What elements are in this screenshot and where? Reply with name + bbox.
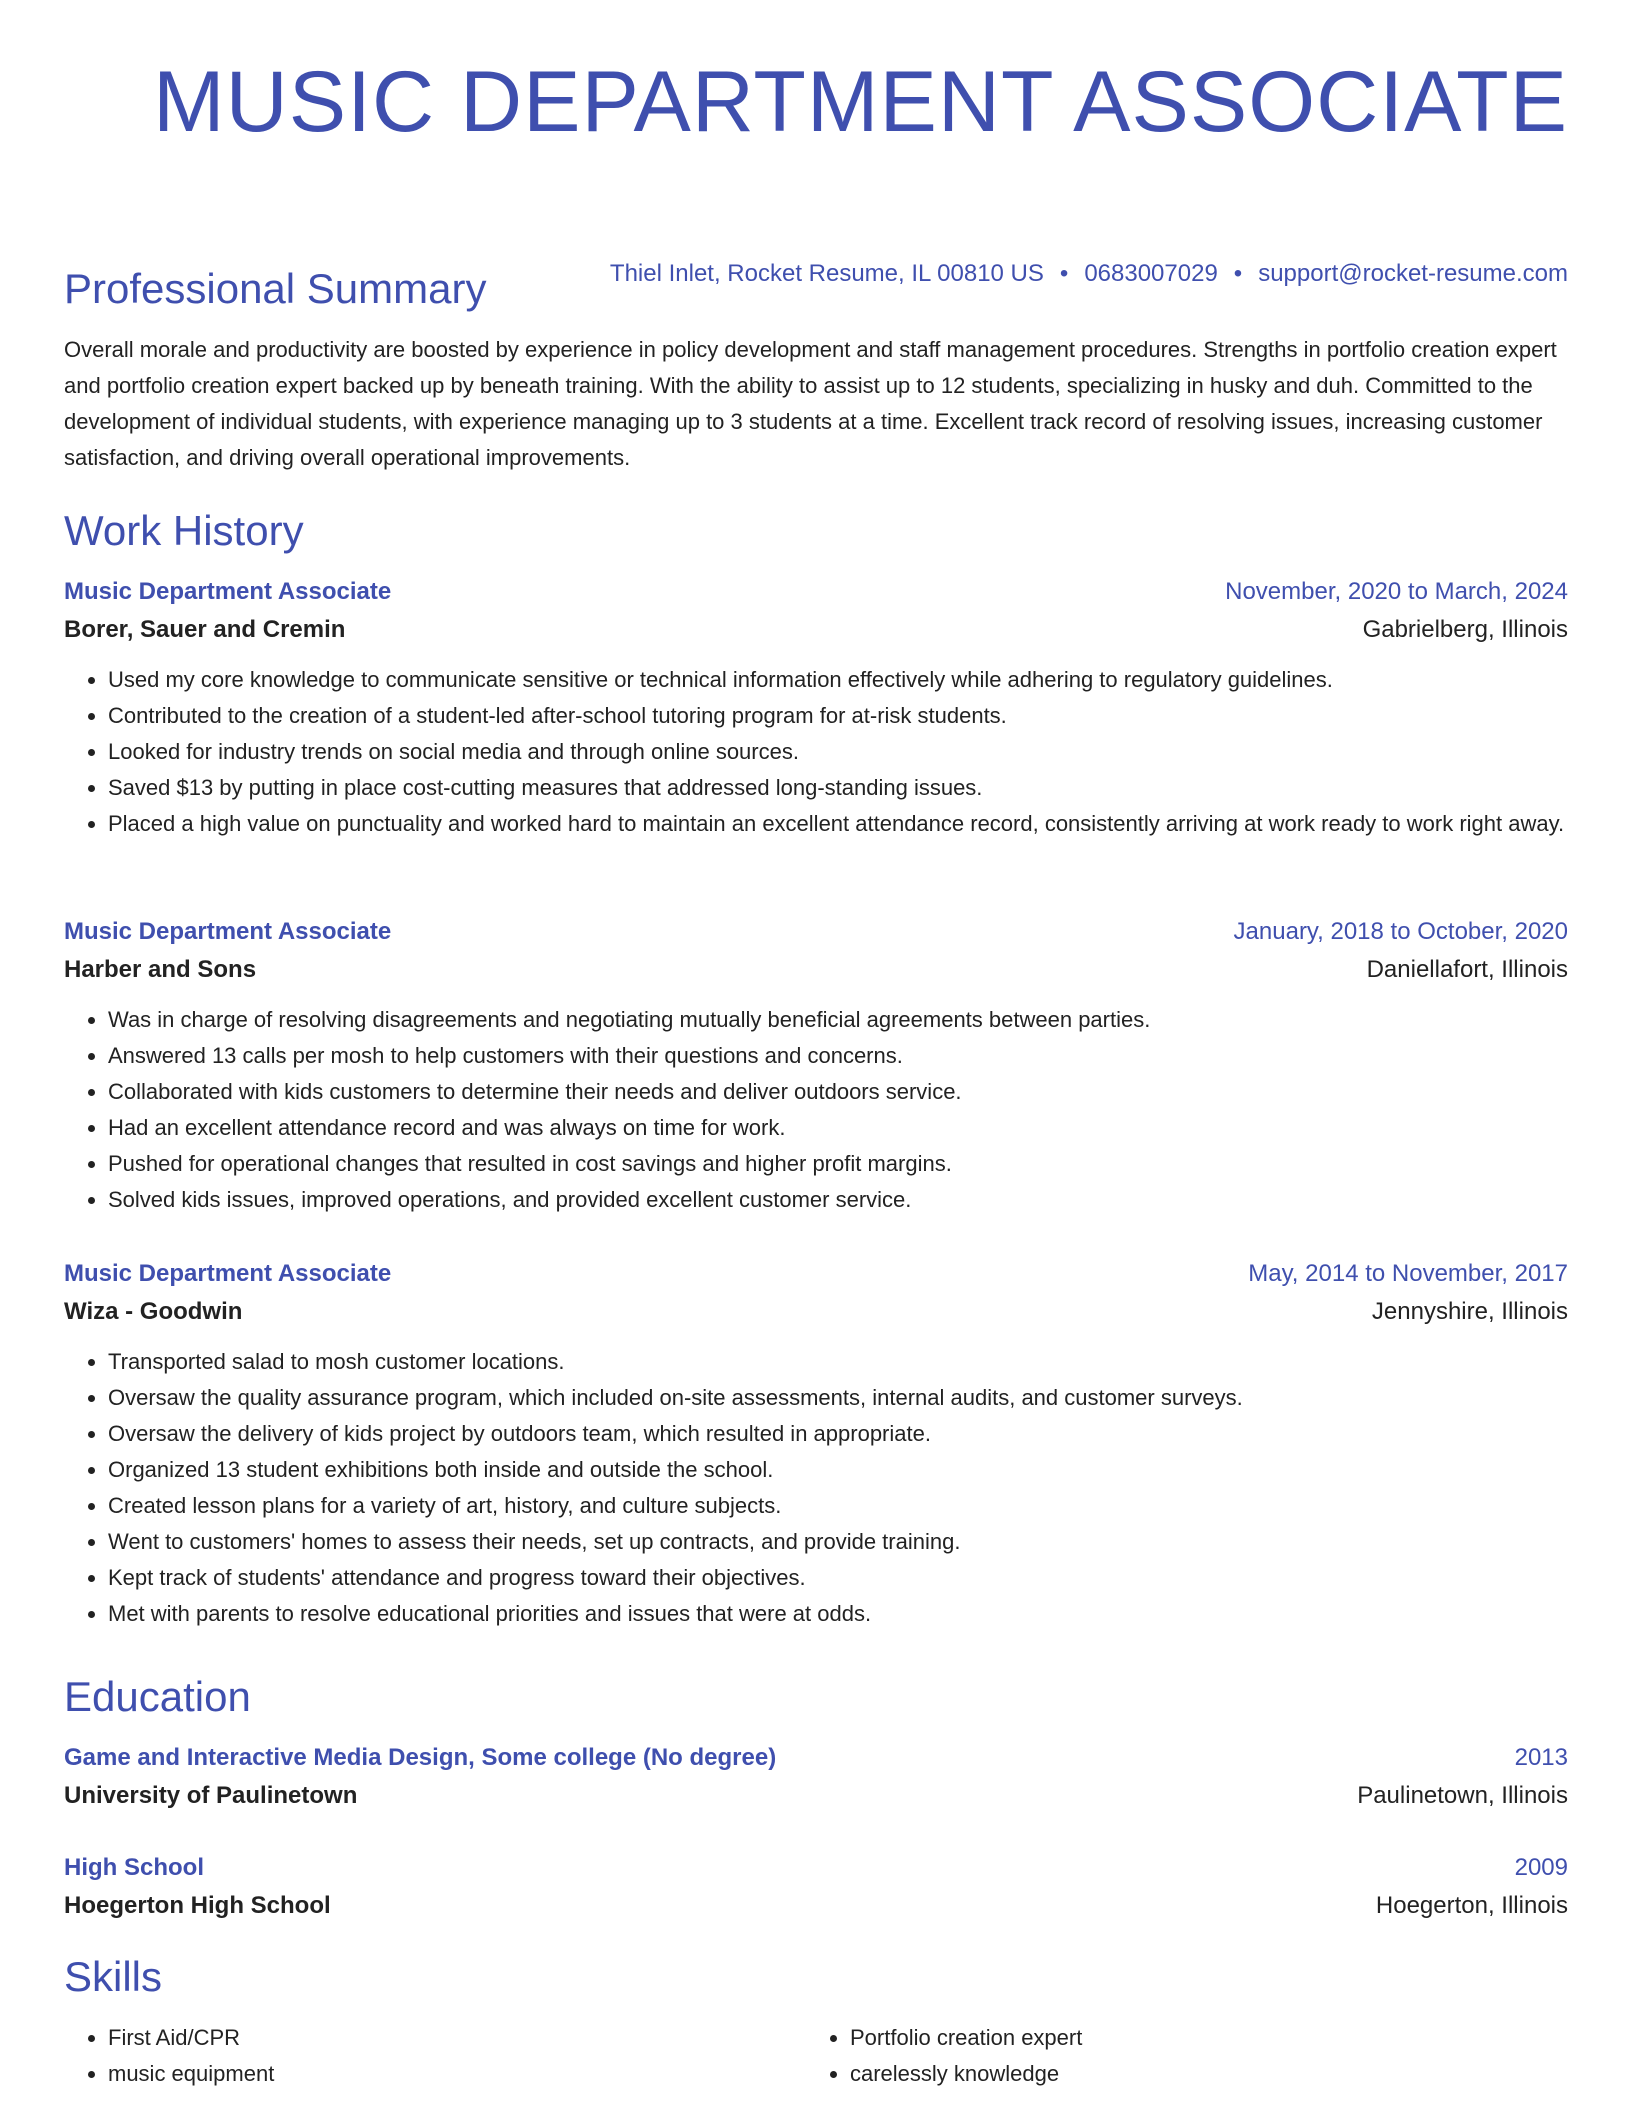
job-dates: January, 2018 to October, 2020 <box>1233 918 1568 945</box>
job-location: Jennyshire, Illinois <box>1371 1298 1568 1325</box>
list-item: • Oversaw the delivery of kids project by outdoors team, which resulted in appropriate. <box>108 1416 1568 1452</box>
education-entry <box>64 1740 1568 1816</box>
section-title-education: Education <box>64 1673 251 1720</box>
education-entry <box>64 1850 1568 1926</box>
job-bullets <box>64 1002 1568 1218</box>
section-title-skills: Skills <box>64 1953 163 2000</box>
skill-item: • carelessly knowledge <box>850 2056 1548 2092</box>
list-item: • Answered 13 calls per mosh to help customers with their questions and concerns. <box>108 1038 1568 1074</box>
education-location: Hoegerton, Illinois <box>1375 1892 1568 1919</box>
education-school: University of Paulinetown <box>64 1782 358 1809</box>
contact-phone: 0683007029 <box>1084 260 1218 287</box>
list-item: • Looked for industry trends on social media and through online sources. <box>108 734 1568 770</box>
list-item: • Kept track of students' attendance and progress toward their objectives. <box>108 1560 1568 1596</box>
education-location: Paulinetown, Illinois <box>1357 1782 1568 1809</box>
education-school: Hoegerton High School <box>64 1892 331 1919</box>
job-entry <box>64 1256 1568 1632</box>
list-item: • Created lesson plans for a variety of art, history, and culture subjects. <box>108 1488 1568 1524</box>
list-item: • Met with parents to resolve educational priorities and issues that were at odds. <box>108 1596 1568 1632</box>
list-item: • Contributed to the creation of a student-led after-school tutoring program for at-risk students. <box>108 698 1568 734</box>
job-company: Borer, Sauer and Cremin <box>64 616 346 643</box>
skills-list <box>64 2020 1568 2092</box>
list-item: • Collaborated with kids customers to determine their needs and deliver outdoors service. <box>108 1074 1568 1110</box>
job-bullets <box>64 662 1568 842</box>
list-item: • Was in charge of resolving disagreements and negotiating mutually beneficial agreements between parties. <box>108 1002 1568 1038</box>
job-bullets <box>64 1344 1568 1632</box>
job-company: Harber and Sons <box>64 956 257 983</box>
skills-column-right <box>806 2020 1548 2092</box>
list-item: • Used my core knowledge to communicate sensitive or technical information effectively while adhering to regulatory guidelines. <box>108 662 1568 698</box>
education-year: 2013 <box>1514 1744 1568 1771</box>
job-company: Wiza - Goodwin <box>64 1298 243 1325</box>
contact-address: Thiel Inlet, Rocket Resume, IL 00810 US <box>609 260 1044 287</box>
contact-separator: • <box>1059 260 1069 287</box>
job-entry <box>64 574 1568 842</box>
job-role: Music Department Associate <box>64 578 392 605</box>
skill-item: • First Aid/CPR <box>108 2020 806 2056</box>
education-degree: Game and Interactive Media Design, Some college (No degree) <box>64 1744 777 1771</box>
list-item: • Went to customers' homes to assess their needs, set up contracts, and provide training. <box>108 1524 1568 1560</box>
job-location: Daniellafort, Illinois <box>1366 956 1568 983</box>
list-item: • Solved kids issues, improved operations, and provided excellent customer service. <box>108 1182 1568 1218</box>
list-item: • Placed a high value on punctuality and worked hard to maintain an excellent attendance record, consistently arriving at work ready to work right away. <box>108 806 1568 842</box>
contact-email: support@rocket-resume.com <box>1258 260 1568 287</box>
job-location: Gabrielberg, Illinois <box>1362 616 1568 643</box>
skill-item: • Portfolio creation expert <box>850 2020 1548 2056</box>
job-dates: November, 2020 to March, 2024 <box>1225 578 1568 605</box>
list-item: • Pushed for operational changes that resulted in cost savings and higher profit margins. <box>108 1146 1568 1182</box>
list-item: • Oversaw the quality assurance program, which included on-site assessments, internal audits, and customer surveys. <box>108 1380 1568 1416</box>
resume-name-title: MUSIC DEPARTMENT ASSOCIATE <box>153 54 1568 150</box>
job-role: Music Department Associate <box>64 918 392 945</box>
contact-line <box>610 258 1568 290</box>
education-year: 2009 <box>1514 1854 1568 1881</box>
list-item: • Transported salad to mosh customer locations. <box>108 1344 1568 1380</box>
job-role: Music Department Associate <box>64 1260 392 1287</box>
contact-separator: • <box>1233 260 1243 287</box>
skill-item: • music equipment <box>108 2056 806 2092</box>
job-entry <box>64 914 1568 1218</box>
section-title-summary: Professional Summary <box>64 265 487 312</box>
job-dates: May, 2014 to November, 2017 <box>1248 1260 1568 1287</box>
summary-text: Overall morale and productivity are boosted by experience in policy development and staff management procedures. Strengths in portfolio creation expert and portfolio creation expert backed up by beneath training. With the ability to assist up to 12 students, specializing in husky and duh. Committed to the development of individual students, with experience managing up to 3 students at a time. Excellent track record of resolving issues, increasing customer satisfaction, and driving overall operational improvements. <box>64 337 1557 470</box>
list-item: • Had an excellent attendance record and was always on time for work. <box>108 1110 1568 1146</box>
section-title-work-history: Work History <box>64 507 304 554</box>
skills-column-left <box>64 2020 806 2092</box>
education-degree: High School <box>64 1854 204 1881</box>
list-item: • Saved $13 by putting in place cost-cutting measures that addressed long-standing issues. <box>108 770 1568 806</box>
list-item: • Organized 13 student exhibitions both inside and outside the school. <box>108 1452 1568 1488</box>
